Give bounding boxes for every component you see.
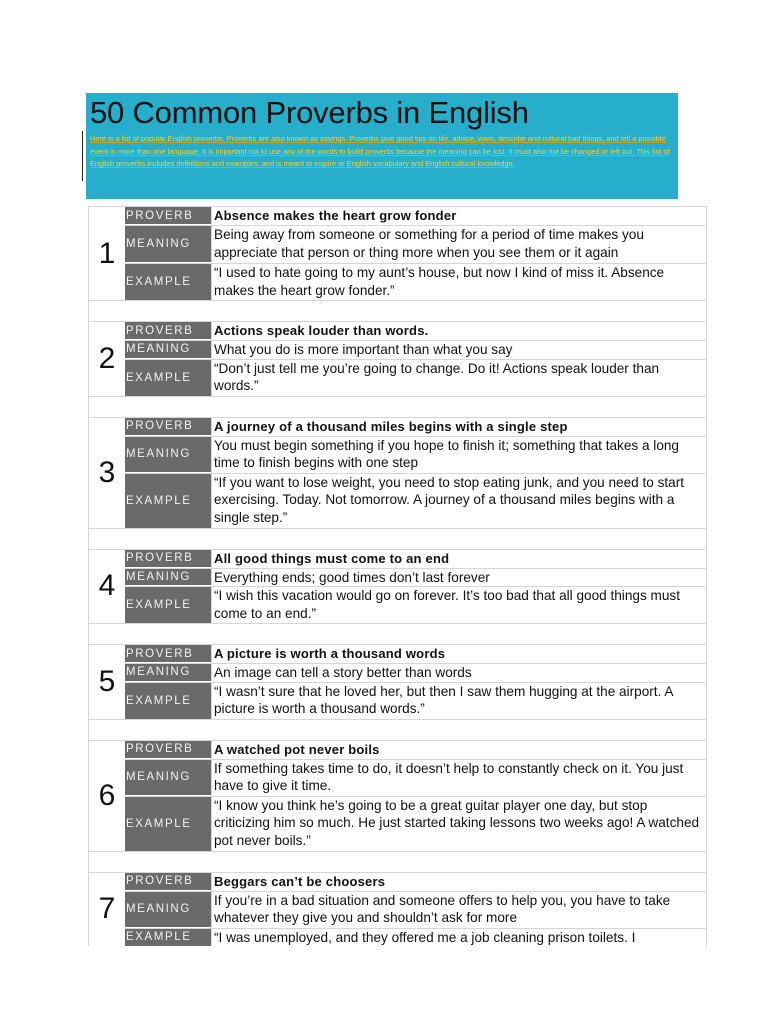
example-label: EXAMPLE (125, 929, 211, 947)
proverb-number: 5 (98, 664, 116, 698)
example-row (125, 683, 706, 719)
proverb-number: 7 (98, 892, 116, 926)
proverb-block (89, 740, 706, 851)
proverb-label: PROVERB (125, 645, 211, 663)
example-text: “If you want to lose weight, you need to stop eating junk, and you need to start exercising. Today. Not tomorrow. A journey of a thousand miles begins with a single step.” (211, 474, 706, 528)
meaning-text: Everything ends; good times don’t last forever (211, 569, 706, 587)
meaning-text: You must begin something if you hope to finish it; something that takes a long time to finish begins with one step (211, 437, 706, 473)
example-label: EXAMPLE (125, 360, 211, 396)
proverb-block (89, 644, 706, 719)
meaning-text: Being away from someone or something for a period of time makes you appreciate that person or thing more when you see them or it again (211, 226, 706, 263)
proverb-block (89, 206, 706, 300)
proverb-text: All good things must come to an end (211, 550, 706, 568)
row-spacer (89, 851, 706, 872)
example-label: EXAMPLE (125, 683, 211, 719)
proverb-row (125, 207, 706, 226)
meaning-row (125, 760, 706, 797)
proverb-row (125, 741, 706, 760)
proverb-text: Beggars can’t be choosers (211, 873, 706, 891)
example-label: EXAMPLE (125, 587, 211, 623)
example-row (125, 929, 706, 947)
proverb-row (125, 418, 706, 437)
meaning-row (125, 226, 706, 264)
meaning-label: MEANING (125, 664, 211, 682)
meaning-text: If something takes time to do, it doesn’t help to constantly check on it. You just have to give it time. (211, 760, 706, 796)
proverb-row (125, 873, 706, 892)
meaning-text: An image can tell a story better than words (211, 664, 706, 682)
proverb-label: PROVERB (125, 550, 211, 568)
proverb-text: A watched pot never boils (211, 741, 706, 759)
proverb-label: PROVERB (125, 322, 211, 340)
proverb-label: PROVERB (125, 418, 211, 436)
proverb-row (125, 645, 706, 664)
intro-paragraph[interactable]: Here is a list of popular English proverbs. Proverbs are also known as sayings. Proverbs give good tips on life, advice, warn, describe and cultural bad things, and tell a possible event in more than one language. It is important not to use any of the words to build proverbs because the meaning can be lost. It must also not be changed or left out. This list of English proverbs includes definitions and examples, and is meant to inspire or English vocabulary and English cultural knowledge. (90, 134, 670, 169)
proverb-row (125, 322, 706, 341)
page-title: 50 Common Proverbs in English (90, 95, 529, 130)
meaning-label: MEANING (125, 226, 211, 263)
meaning-text: What you do is more important than what you say (211, 341, 706, 359)
meaning-label: MEANING (125, 341, 211, 359)
example-text: “I was unemployed, and they offered me a job cleaning prison toilets. I (211, 929, 706, 947)
meaning-row (125, 569, 706, 588)
example-text: “I used to hate going to my aunt’s house, but now I kind of miss it. Absence makes the heart grow fonder.” (211, 264, 706, 300)
title-banner (86, 93, 678, 199)
proverb-number: 2 (98, 341, 116, 375)
text-cursor (82, 131, 83, 181)
row-spacer (89, 396, 706, 417)
proverb-block (89, 321, 706, 396)
example-text: “I know you think he’s going to be a great guitar player one day, but stop criticizing him so much. He just started taking lessons two weeks ago! A watched pot never boils.” (211, 797, 706, 851)
meaning-row (125, 892, 706, 929)
example-text: “Don’t just tell me you’re going to change. Do it! Actions speak louder than words.” (211, 360, 706, 396)
proverb-text: A journey of a thousand miles begins with a single step (211, 418, 706, 436)
example-row (125, 797, 706, 851)
proverb-text: Actions speak louder than words. (211, 322, 706, 340)
meaning-label: MEANING (125, 892, 211, 928)
meaning-row (125, 664, 706, 683)
example-label: EXAMPLE (125, 264, 211, 300)
example-text: “I wish this vacation would go on forever. It’s too bad that all good things must come to an end.” (211, 587, 706, 623)
meaning-label: MEANING (125, 569, 211, 587)
example-row (125, 360, 706, 396)
proverb-label: PROVERB (125, 873, 211, 891)
proverb-text: Absence makes the heart grow fonder (211, 207, 706, 225)
proverb-number: 3 (98, 455, 116, 489)
example-row (125, 264, 706, 300)
meaning-row (125, 437, 706, 474)
proverb-number: 1 (98, 236, 116, 270)
proverb-table (88, 206, 707, 946)
proverb-number: 6 (98, 778, 116, 812)
proverb-block (89, 872, 706, 947)
proverb-label: PROVERB (125, 741, 211, 759)
row-spacer (89, 623, 706, 644)
meaning-label: MEANING (125, 760, 211, 796)
example-label: EXAMPLE (125, 474, 211, 528)
example-row (125, 587, 706, 623)
example-label: EXAMPLE (125, 797, 211, 851)
proverb-block (89, 549, 706, 624)
example-text: “I wasn’t sure that he loved her, but then I saw them hugging at the airport. A picture is worth a thousand words.” (211, 683, 706, 719)
proverb-block (89, 417, 706, 528)
row-spacer (89, 300, 706, 321)
example-row (125, 474, 706, 528)
row-spacer (89, 719, 706, 740)
proverb-number: 4 (98, 569, 116, 603)
meaning-text: If you’re in a bad situation and someone offers to help you, you have to take whatever they give you and shouldn’t ask for more (211, 892, 706, 928)
row-spacer (89, 528, 706, 549)
proverb-text: A picture is worth a thousand words (211, 645, 706, 663)
meaning-row (125, 341, 706, 360)
proverb-row (125, 550, 706, 569)
meaning-label: MEANING (125, 437, 211, 473)
proverb-label: PROVERB (125, 207, 211, 225)
